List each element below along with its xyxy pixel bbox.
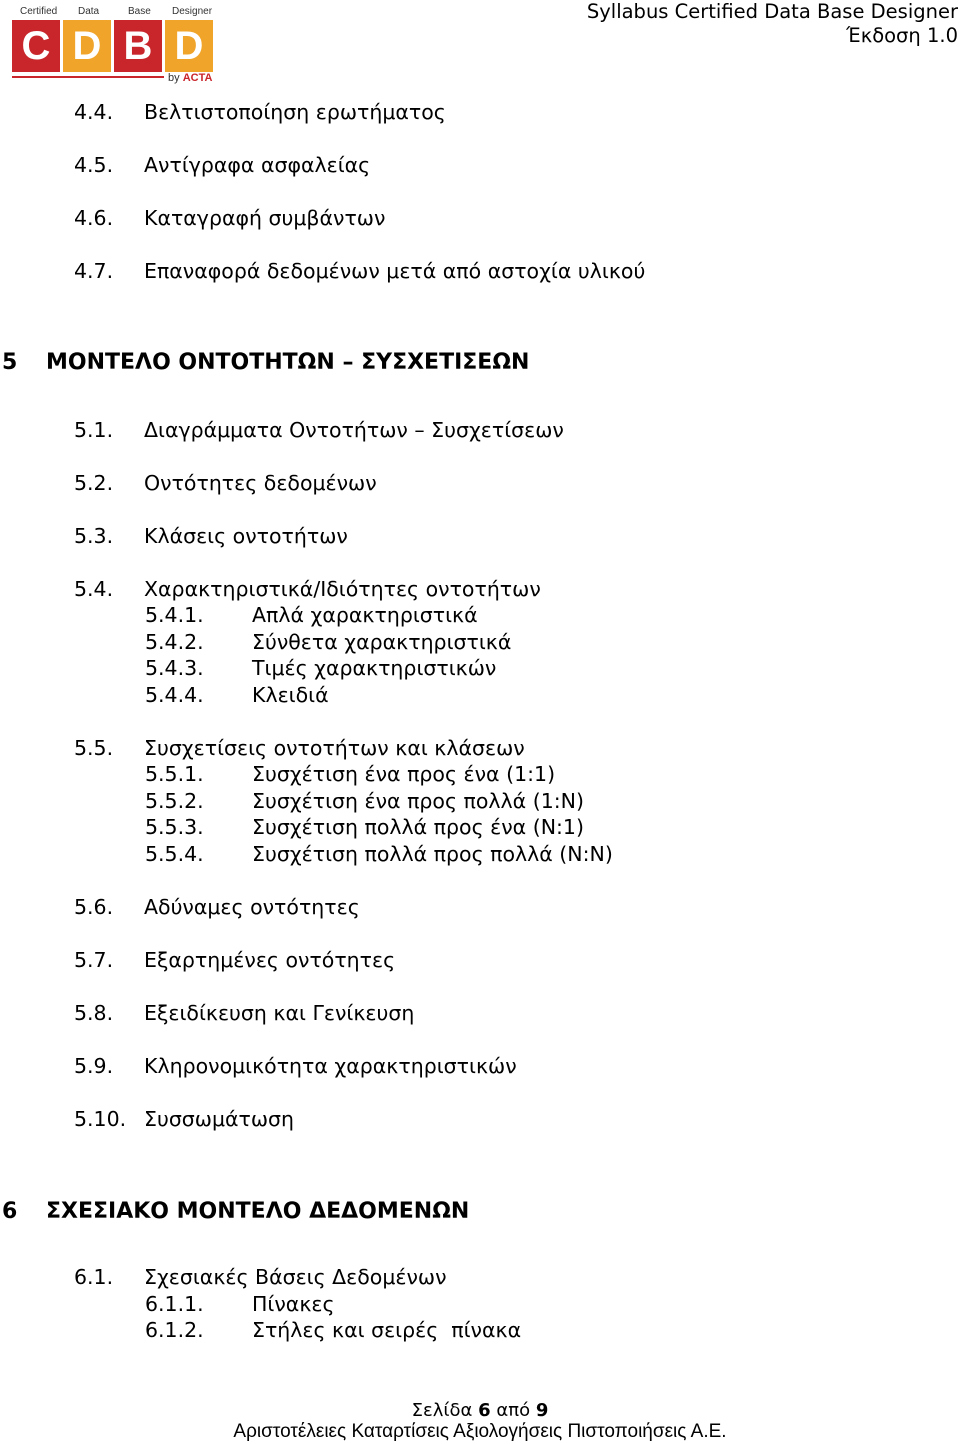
logo-byline-brand: ACTA bbox=[182, 72, 213, 84]
logo-tile-d2: D bbox=[165, 20, 213, 72]
toc-item-number: 4.6. bbox=[74, 206, 114, 230]
toc-subitem-number: 6.1.2. bbox=[145, 1318, 204, 1342]
document-header bbox=[587, 0, 958, 48]
toc-subitem-text: Σύνθετα χαρακτηριστικά bbox=[252, 630, 512, 654]
toc-item-text: Συσσωμάτωση bbox=[144, 1107, 295, 1131]
toc-subitem-text: Συσχέτιση ένα προς πολλά (1:Ν) bbox=[252, 789, 584, 813]
toc-item-text: Κληρονομικότητα χαρακτηριστικών bbox=[144, 1054, 517, 1078]
toc-item-text: Εξειδίκευση και Γενίκευση bbox=[144, 1001, 415, 1025]
toc-item-text: Καταγραφή συμβάντων bbox=[144, 206, 386, 230]
toc-subitem-text: Συσχέτιση πολλά προς ένα (Ν:1) bbox=[252, 815, 584, 839]
logo-tiles bbox=[12, 20, 213, 72]
page-mid: από bbox=[496, 1400, 531, 1421]
logo-label-certified: Certified bbox=[20, 6, 58, 17]
toc-item-number: 5.1. bbox=[74, 418, 114, 442]
document-version: Έκδοση 1.0 bbox=[846, 24, 958, 47]
toc-item-number: 4.5. bbox=[74, 153, 114, 177]
page-total: 9 bbox=[535, 1400, 549, 1421]
toc-item-number: 5.3. bbox=[74, 524, 114, 548]
toc-item-number: 4.4. bbox=[74, 100, 114, 124]
logo-label-base: Base bbox=[128, 6, 151, 17]
page-current: 6 bbox=[478, 1400, 491, 1421]
logo-byline-prefix: by bbox=[168, 72, 180, 84]
toc-subitem-number: 5.4.4. bbox=[145, 683, 204, 707]
toc-item-text: Διαγράμματα Οντοτήτων – Συσχετίσεων bbox=[144, 418, 564, 442]
logo-underline bbox=[12, 76, 164, 78]
toc-subitem-text: Συσχέτιση ένα προς ένα (1:1) bbox=[252, 762, 556, 786]
page-number bbox=[0, 1400, 960, 1422]
toc-item-text: Αντίγραφα ασφαλείας bbox=[144, 153, 371, 177]
document-title: Syllabus Certified Data Base Designer bbox=[586, 0, 958, 23]
toc-item-number: 5.5. bbox=[74, 736, 114, 760]
toc-subitem-text: Στήλες και σειρές πίνακα bbox=[252, 1318, 522, 1342]
toc-item-number: 5.4. bbox=[74, 577, 114, 601]
logo-tile-b: B bbox=[114, 20, 162, 72]
toc-item-number: 5.10. bbox=[74, 1107, 127, 1131]
toc-subitem-number: 5.4.1. bbox=[145, 603, 204, 627]
footer-organization: Αριστοτέλειες Καταρτίσεις Αξιολογήσεις Πιστοποιήσεις Α.Ε. bbox=[233, 1421, 727, 1442]
toc-item-text: Συσχετίσεις οντοτήτων και κλάσεων bbox=[144, 736, 525, 760]
toc-item-number: 4.7. bbox=[74, 259, 114, 283]
logo-byline bbox=[168, 72, 212, 84]
toc-subitem-text: Πίνακες bbox=[252, 1292, 335, 1316]
toc-item-text: Χαρακτηριστικά/Ιδιότητες οντοτήτων bbox=[144, 577, 541, 601]
page-prefix: Σελίδα bbox=[411, 1400, 473, 1421]
logo-tile-d: D bbox=[63, 20, 111, 72]
cdbd-logo bbox=[12, 6, 222, 88]
toc-item-number: 5.8. bbox=[74, 1001, 114, 1025]
toc-item-number: 5.6. bbox=[74, 895, 114, 919]
chapter-title: ΜΟΝΤΕΛΟ ΟΝΤΟΤΗΤΩΝ – ΣΥΣΧΕΤΙΣΕΩΝ bbox=[46, 350, 530, 375]
toc-subitem-text: Τιμές χαρακτηριστικών bbox=[252, 656, 497, 680]
chapter-title: ΣΧΕΣΙΑΚΟ ΜΟΝΤΕΛΟ ΔΕΔΟΜΕΝΩΝ bbox=[46, 1199, 470, 1224]
chapter-number: 6 bbox=[2, 1199, 18, 1224]
toc-item-number: 5.9. bbox=[74, 1054, 114, 1078]
toc-subitem-number: 5.4.3. bbox=[145, 656, 204, 680]
logo-top-labels bbox=[12, 6, 222, 18]
logo-label-designer: Designer bbox=[172, 6, 213, 17]
toc-item-text: Επαναφορά δεδομένων μετά από αστοχία υλικού bbox=[144, 259, 646, 283]
toc-subitem-number: 5.4.2. bbox=[145, 630, 204, 654]
toc-item-text: Κλάσεις οντοτήτων bbox=[144, 524, 348, 548]
toc-item-text: Βελτιστοποίηση ερωτήματος bbox=[144, 100, 446, 124]
toc-item-number: 6.1. bbox=[74, 1265, 114, 1289]
toc-item-number: 5.7. bbox=[74, 948, 114, 972]
chapter-number: 5 bbox=[2, 350, 18, 375]
toc-subitem-number: 5.5.3. bbox=[145, 815, 204, 839]
toc-subitem-text: Συσχέτιση πολλά προς πολλά (Ν:Ν) bbox=[252, 842, 613, 866]
toc-subitem-text: Κλειδιά bbox=[252, 683, 329, 707]
logo-label-data: Data bbox=[78, 6, 100, 17]
toc-subitem-number: 6.1.1. bbox=[145, 1292, 204, 1316]
toc-subitem-number: 5.5.1. bbox=[145, 762, 204, 786]
toc-item-text: Σχεσιακές Βάσεις Δεδομένων bbox=[144, 1265, 447, 1289]
toc-item-number: 5.2. bbox=[74, 471, 114, 495]
toc-item-text: Αδύναμες οντότητες bbox=[144, 895, 360, 919]
toc-subitem-text: Απλά χαρακτηριστικά bbox=[252, 603, 478, 627]
toc-subitem-number: 5.5.2. bbox=[145, 789, 204, 813]
toc-item-text: Οντότητες δεδομένων bbox=[144, 471, 377, 495]
toc-subitem-number: 5.5.4. bbox=[145, 842, 204, 866]
logo-tile-c: C bbox=[12, 20, 60, 72]
toc-item-text: Εξαρτημένες οντότητες bbox=[144, 948, 396, 972]
